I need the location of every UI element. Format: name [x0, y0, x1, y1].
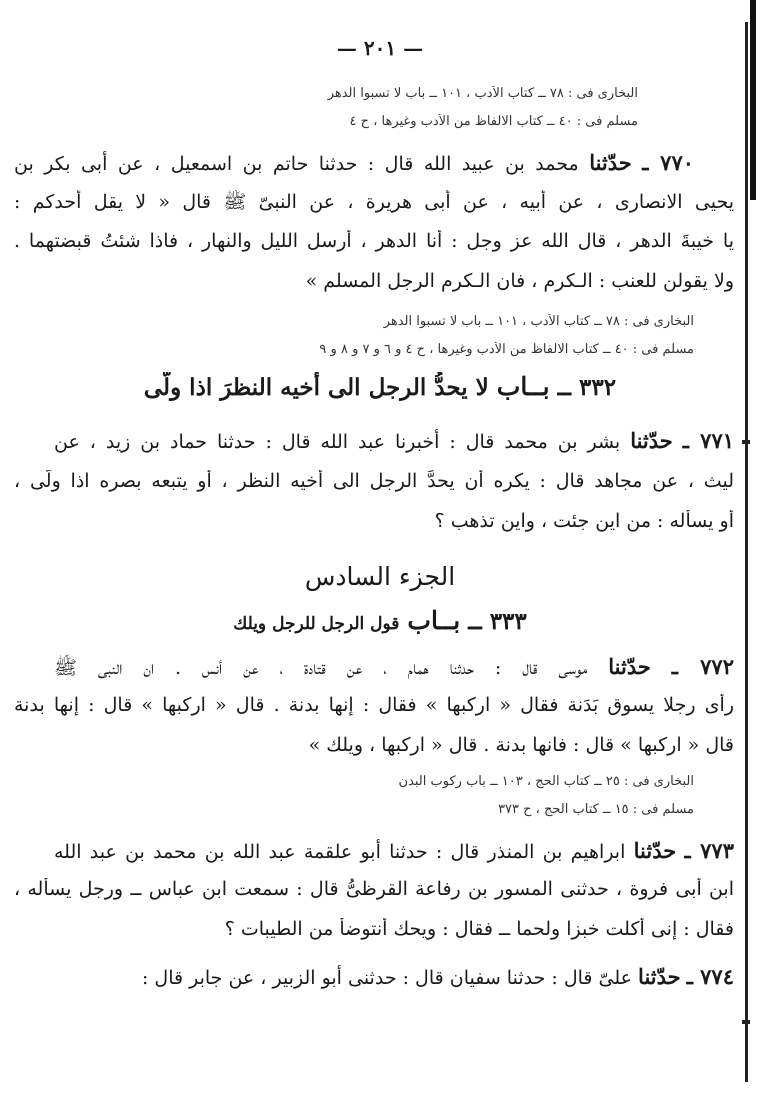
hadith-number: ٧٧١ ـ	[682, 428, 734, 453]
chapter-333-heading	[160, 606, 600, 635]
hadith-770-line-4: ولا يقولن للعنب : الـكرم ، فان الـكرم الرجل المسلم »	[305, 270, 734, 292]
page-number: — ٢٠١ —	[336, 36, 424, 60]
chapter-word: بــاب	[407, 606, 461, 635]
chapter-number: ٣٣٣ ــ	[468, 608, 527, 635]
chapter-title: لا يحدُّ الرجل الى أخيه النظرَ اذا ولّى	[143, 374, 489, 401]
hadith-number: ٧٧٤ ـ	[686, 964, 734, 989]
hadith-keyword: حدّثنا	[638, 964, 681, 989]
scan-edge-line	[745, 22, 748, 1082]
hadith-774-line-1	[54, 964, 734, 989]
reference-line: البخارى فى : ٧٨ ــ كتاب الأدب ، ١٠١ ــ باب لا تسبوا الدهر	[383, 314, 694, 329]
reference-line: البخارى فى : ٢٥ ــ كتاب الحج ، ١٠٣ ــ باب ركوب البدن	[398, 774, 694, 789]
reference-line: مسلم فى : ٤٠ ــ كتاب الالفاظ من الأدب وغيرها ، ح ٤	[349, 114, 638, 129]
hadith-771-line-3: أو يسأله : من اين جئت ، واين تذهب ؟	[434, 510, 734, 532]
hadith-keyword: حدّثنا	[589, 150, 632, 175]
hadith-text: موسى قال : حدثنا همام ، عن قتادة ، عن أنس . ان النبى ﷺ	[54, 657, 588, 679]
hadith-770-line-2: يحيى الانصارى ، عن أبيه ، عن أبى هريرة ، عن النبىّ ﷺ قال « لا يقل أحدكم :	[14, 191, 734, 213]
chapter-title: قول الرجل للرجل ويلك	[233, 614, 400, 634]
reference-line: مسلم فى : ٤٠ ــ كتاب الالفاظ من الأدب وغيرها ، ح ٤ و ٦ و ٧ و ٨ و ٩	[319, 342, 694, 357]
hadith-772-line-2: رأى رجلا يسوق بَدَنة فقال « اركبها » فقال : إنها بدنة . قال « اركبها » قال : إنها بدنة	[14, 694, 734, 716]
hadith-773-line-2: ابن أبى فروة ، حدثنى المسور بن رفاعة القرظىُّ قال : سمعت ابن عباس ــ ورجل يسأله ،	[14, 878, 734, 900]
chapter-word: بــاب	[496, 372, 550, 401]
hadith-773-line-1	[54, 838, 734, 863]
hadith-text: علىّ قال : حدثنا سفيان قال : حدثنى أبو الزبير ، عن جابر قال :	[141, 967, 632, 989]
hadith-771-line-2: ليث ، عن مجاهد قال : يكره أن يحدَّ الرجل الى أخيه النظر ، أو يتبعه بصره اذا ولّى ،	[14, 470, 734, 492]
chapter-number: ٣٣٢ ــ	[557, 374, 617, 401]
hadith-text: بشر بن محمد قال : أخبرنا عبد الله قال : حدثنا حماد بن زيد ، عن	[54, 431, 621, 453]
hadith-keyword: حدّثنا	[633, 838, 677, 863]
hadith-text: ابراهيم بن المنذر قال : حدثنا أبو علقمة عبد الله بن محمد بن عبد الله	[54, 841, 626, 863]
hadith-770-line-3: يا خيبةَ الدهر ، قال الله عز وجل : أنا الدهر ، أرسل الليل والنهار ، فاذا شئتُ قبضتهما .	[14, 230, 734, 252]
part-heading: الجزء السادس	[304, 562, 456, 591]
hadith-770-line-1	[14, 150, 694, 175]
hadith-number: ٧٧٠ ـ	[642, 150, 694, 175]
scan-edge-mark	[750, 0, 756, 200]
hadith-text: محمد بن عبيد الله قال : حدثنا حاتم بن اسمعيل ، عن أبى بكر بن	[14, 153, 579, 175]
scan-edge-notch	[742, 1020, 750, 1024]
reference-line: مسلم فى : ١٥ ــ كتاب الحج ، ح ٣٧٣	[498, 802, 694, 817]
hadith-772-line-3: قال « اركبها » قال : فانها بدنة . قال « اركبها ، ويلك »	[308, 734, 734, 756]
hadith-number: ٧٧٢ ـ	[671, 654, 734, 679]
chapter-332-heading	[60, 372, 700, 401]
scan-edge-notch	[742, 440, 750, 444]
hadith-keyword: حدّثنا	[630, 428, 673, 453]
reference-line: البخارى فى : ٧٨ ــ كتاب الأدب ، ١٠١ ــ باب لا تسبوا الدهر	[327, 86, 638, 101]
hadith-771-line-1	[54, 428, 734, 453]
hadith-keyword: حدّثنا	[608, 654, 651, 679]
hadith-772-line-1	[54, 654, 734, 684]
hadith-773-line-3: فقال : إنى أكلت خبزا ولحما ــ فقال : ويحك أنتوضأ من الطيبات ؟	[224, 918, 734, 940]
hadith-number: ٧٧٣ ـ	[684, 838, 734, 863]
